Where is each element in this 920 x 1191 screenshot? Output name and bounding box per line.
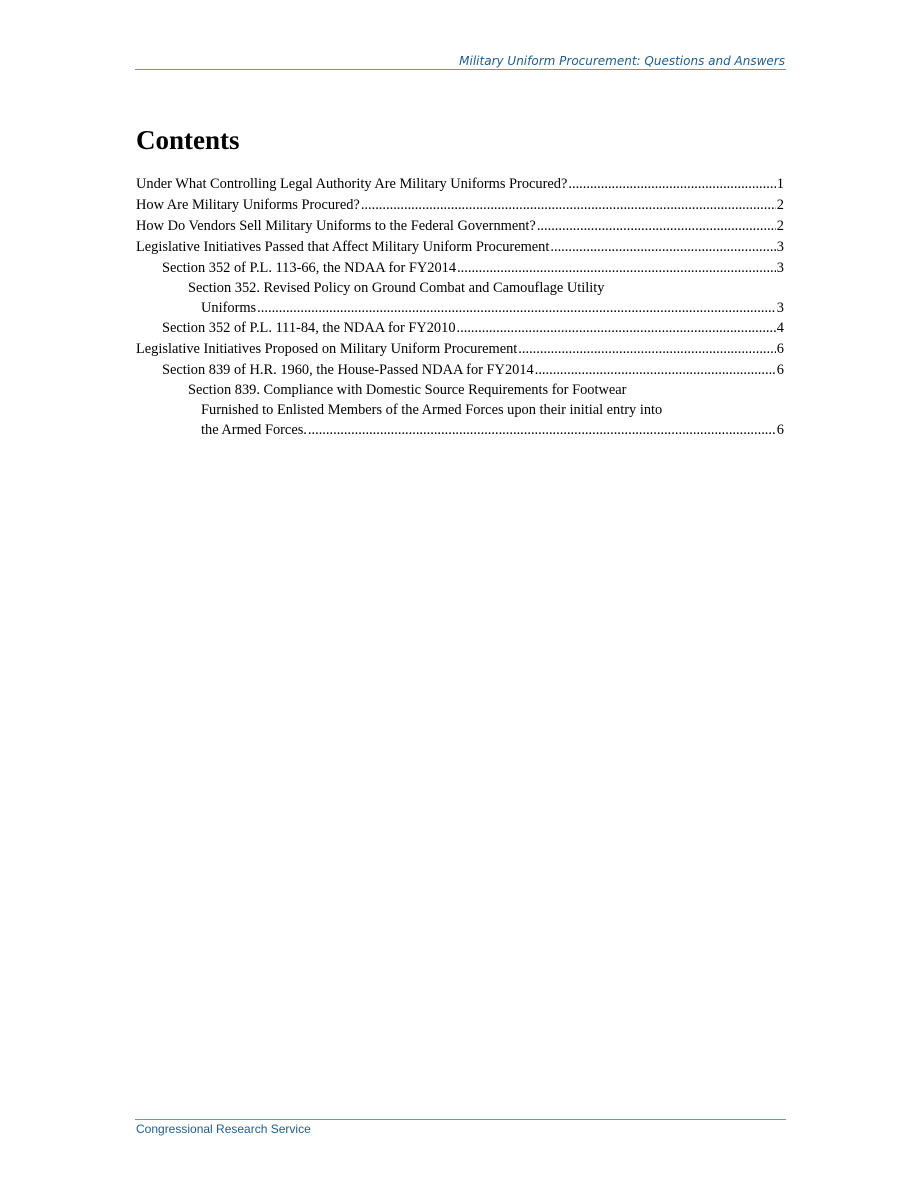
toc-entry-initiatives-proposed[interactable] bbox=[136, 339, 784, 359]
toc-leader-dots bbox=[308, 420, 776, 440]
toc-entry-text-line: Furnished to Enlisted Members of the Armed Forces upon their initial entry into bbox=[201, 402, 663, 418]
toc-entry-section-839-footwear[interactable] bbox=[136, 380, 784, 440]
table-of-contents bbox=[136, 174, 784, 440]
toc-page-number: 3 bbox=[776, 239, 784, 255]
header-rule bbox=[135, 69, 786, 70]
toc-entry-text: Under What Controlling Legal Authority Are Military Uniforms Procured? bbox=[136, 176, 568, 192]
toc-leader-dots bbox=[550, 237, 775, 257]
toc-page-number: 2 bbox=[776, 197, 784, 213]
toc-leader-dots bbox=[537, 216, 776, 236]
toc-leader-dots bbox=[361, 195, 776, 215]
toc-entry-text: the Armed Forces. bbox=[201, 422, 307, 438]
toc-entry-text: Section 352 of P.L. 113-66, the NDAA for FY2014 bbox=[162, 260, 457, 276]
contents-heading: Contents bbox=[136, 125, 240, 155]
toc-entry-text: How Do Vendors Sell Military Uniforms to the Federal Government? bbox=[136, 218, 536, 234]
toc-entry-text: Legislative Initiatives Proposed on Military Uniform Procurement bbox=[136, 341, 518, 357]
toc-leader-dots bbox=[568, 174, 775, 194]
toc-page-number: 2 bbox=[776, 218, 784, 234]
toc-entry-section-839-hr-1960[interactable] bbox=[136, 360, 784, 380]
toc-entry-text: Section 839 of H.R. 1960, the House-Passed NDAA for FY2014 bbox=[162, 362, 534, 378]
toc-entry-section-352-pl-113-66[interactable] bbox=[136, 258, 784, 278]
toc-entry-initiatives-passed[interactable] bbox=[136, 237, 784, 257]
toc-leader-dots bbox=[518, 339, 776, 359]
toc-entry-section-352-revised-policy[interactable] bbox=[136, 278, 784, 318]
running-header-title: Military Uniform Procurement: Questions and Answers bbox=[459, 54, 785, 68]
footer-rule bbox=[135, 1119, 786, 1120]
toc-page-number: 4 bbox=[776, 320, 784, 336]
toc-page-number: 6 bbox=[776, 422, 784, 438]
toc-leader-dots bbox=[457, 318, 776, 338]
footer-organization: Congressional Research Service bbox=[136, 1122, 311, 1136]
toc-leader-dots bbox=[457, 258, 776, 278]
toc-entry-text: Section 352 of P.L. 111-84, the NDAA for FY2010 bbox=[162, 320, 456, 336]
toc-page-number: 6 bbox=[776, 341, 784, 357]
toc-entry-text: Uniforms bbox=[201, 300, 257, 316]
toc-entry-legal-authority[interactable] bbox=[136, 174, 784, 194]
toc-entry-section-352-pl-111-84[interactable] bbox=[136, 318, 784, 338]
toc-leader-dots bbox=[535, 360, 776, 380]
toc-page-number: 6 bbox=[776, 362, 784, 378]
toc-entry-text: How Are Military Uniforms Procured? bbox=[136, 197, 360, 213]
toc-page-number: 3 bbox=[776, 300, 784, 316]
toc-entry-text-line: Section 352. Revised Policy on Ground Combat and Camouflage Utility bbox=[188, 280, 605, 296]
toc-page-number: 3 bbox=[776, 260, 784, 276]
toc-leader-dots bbox=[257, 298, 776, 318]
toc-entry-text-line: Section 839. Compliance with Domestic Source Requirements for Footwear bbox=[188, 382, 627, 398]
toc-entry-vendors-sell[interactable] bbox=[136, 216, 784, 236]
toc-entry-how-procured[interactable] bbox=[136, 195, 784, 215]
toc-entry-text: Legislative Initiatives Passed that Affect Military Uniform Procurement bbox=[136, 239, 550, 255]
toc-page-number: 1 bbox=[776, 176, 784, 192]
